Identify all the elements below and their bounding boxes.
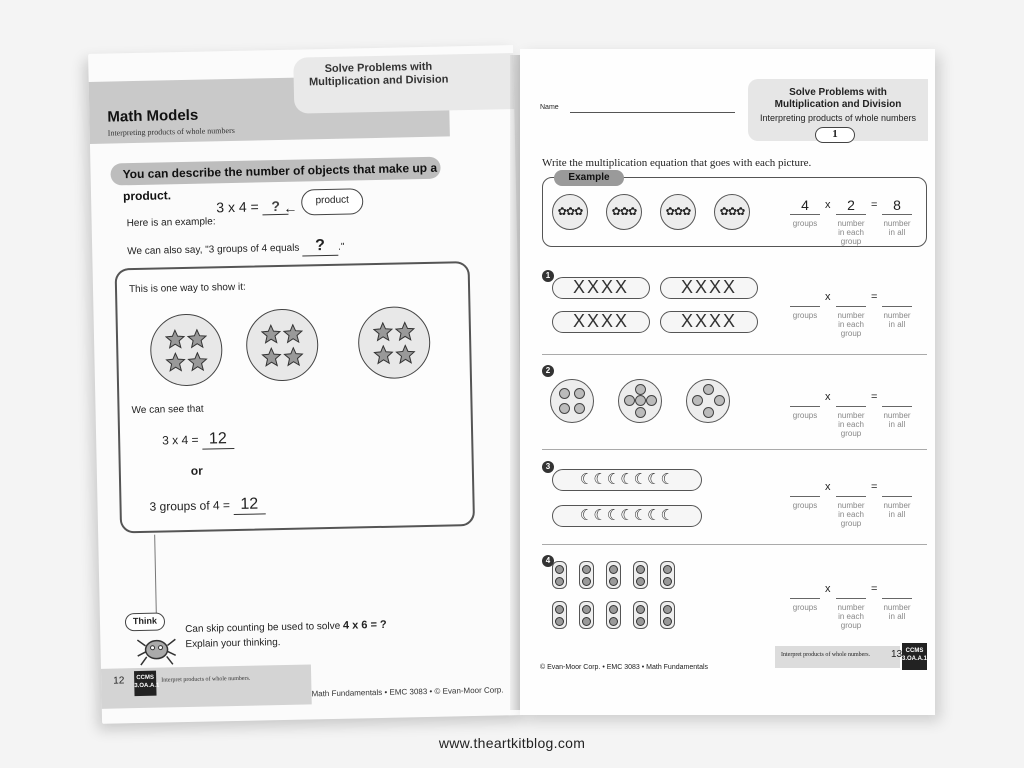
groups-answer: 4 [790,197,820,215]
lesson-number: 1 [815,127,855,143]
dot-group [618,379,662,423]
divider [542,354,927,355]
name-line [570,112,735,113]
footer-bar: Interpret products of whole numbers. [775,646,900,668]
ccms-badge: CCMS 3.OA.A.1 [902,643,927,670]
or-label: or [190,463,203,478]
problem-number: 1 [542,270,554,282]
think-bubble: Think [125,612,165,631]
problem-1-equation: x = groups number in each group number in all [790,279,930,335]
unit-title: Solve Problems with Multiplication and Division [774,87,902,110]
each-blank[interactable] [836,289,866,307]
star-icon [165,329,185,349]
model-box [115,261,475,533]
groups-blank[interactable] [790,389,820,407]
x-group: XXXX [552,277,650,299]
star-icon [395,344,415,364]
problem-3-equation: x = groups number in each group number in all [790,469,930,525]
concept-banner: You can describe the number of objects that make up a product. [110,157,440,186]
problem-number: 2 [542,365,554,377]
divider [542,544,927,545]
ccms-badge: CCMS 3.OA.A.1 [134,671,157,696]
all-blank[interactable] [882,389,912,407]
each-answer: 2 [836,197,866,215]
dot-group [550,379,594,423]
star-icon [283,347,303,367]
dot-group [686,379,730,423]
right-page [520,49,935,715]
group-circle [357,306,430,379]
equation-1: 3 x 4 = 12 [162,430,234,450]
all-answer: 8 [882,197,912,215]
unit-title: Solve Problems with Multiplication and Division [308,60,449,89]
footer-text: Interpret products of whole numbers. [161,675,251,684]
flower-group: ✿✿✿ [714,194,750,230]
example-equation: 3 x 4 = ? [216,198,289,217]
problem-4-equation: x = groups number in each group number in all [790,571,930,627]
star-icon [395,321,415,341]
problem-2-equation: x = groups number in each group number in all [790,379,930,435]
each-blank[interactable] [836,581,866,599]
example-equation: 4 x 2 = 8 groups number in each group number in all [790,187,930,243]
star-icon [187,352,207,372]
x-group: XXXX [660,311,758,333]
footer-bar [101,664,312,708]
egg-container [660,601,675,629]
name-label: Name [540,104,559,111]
all-blank[interactable] [882,479,912,497]
flower-group: ✿✿✿ [552,194,588,230]
unit-subtitle: Interpreting products of whole numbers [759,113,917,123]
group-circle [150,313,223,386]
groups-blank[interactable] [790,289,820,307]
banana-group: ☾☾☾☾☾☾☾ [552,469,702,491]
see-label: We can see that [131,403,204,417]
footer-credit: Math Fundamentals • EMC 3083 • © Evan-Moor Corp. [311,685,504,699]
star-icon [165,352,185,372]
x-group: XXXX [552,311,650,333]
page-number: 12 [113,675,125,687]
egg-container [579,561,594,589]
egg-container [633,601,648,629]
star-icon [283,324,303,344]
egg-container [579,601,594,629]
example-label: Here is an example: [126,216,216,230]
star-icon [187,329,207,349]
star-icon [373,345,393,365]
problem-number: 4 [542,555,554,567]
equation-2: 3 groups of 4 = 12 [149,495,265,516]
all-blank[interactable] [882,289,912,307]
flower-group: ✿✿✿ [660,194,696,230]
example-blank: ? [262,198,288,216]
product-cloud: product [301,188,364,215]
x-group: XXXX [660,277,758,299]
egg-container [633,561,648,589]
egg-container [606,601,621,629]
groups-blank[interactable] [790,581,820,599]
egg-container [552,601,567,629]
flower-group: ✿✿✿ [606,194,642,230]
egg-container [606,561,621,589]
workbook [95,45,935,715]
example-sentence: We can also say, "3 groups of 4 equals ? ." [127,237,345,258]
page-subtitle: Interpreting products of whole numbers [107,125,235,138]
footer-credit: © Evan-Moor Corp. • EMC 3083 • Math Fundamentals [540,664,709,671]
each-blank[interactable] [836,389,866,407]
banana-group: ☾☾☾☾☾☾☾ [552,505,702,527]
page-number: 13 [891,649,903,660]
website-watermark: www.theartkitblog.com [438,735,586,751]
spider-icon [135,627,178,668]
think-question: Can skip counting be used to solve 4 x 6 = ? Explain your thinking. [185,618,387,651]
star-icon [261,324,281,344]
star-icon [373,322,393,342]
group-circle [245,308,318,381]
star-icon [261,347,281,367]
example-tab: Example [554,170,624,186]
left-page [88,45,527,724]
page-title: Math Models [107,106,199,126]
instruction: Write the multiplication equation that goes with each picture. [542,157,812,169]
divider [542,449,927,450]
problem-number: 3 [542,461,554,473]
show-label: This is one way to show it: [128,281,246,296]
groups-blank[interactable] [790,479,820,497]
egg-container [552,561,567,589]
arrow-icon: ← [283,199,298,216]
egg-container [660,561,675,589]
each-blank[interactable] [836,479,866,497]
all-blank[interactable] [882,581,912,599]
